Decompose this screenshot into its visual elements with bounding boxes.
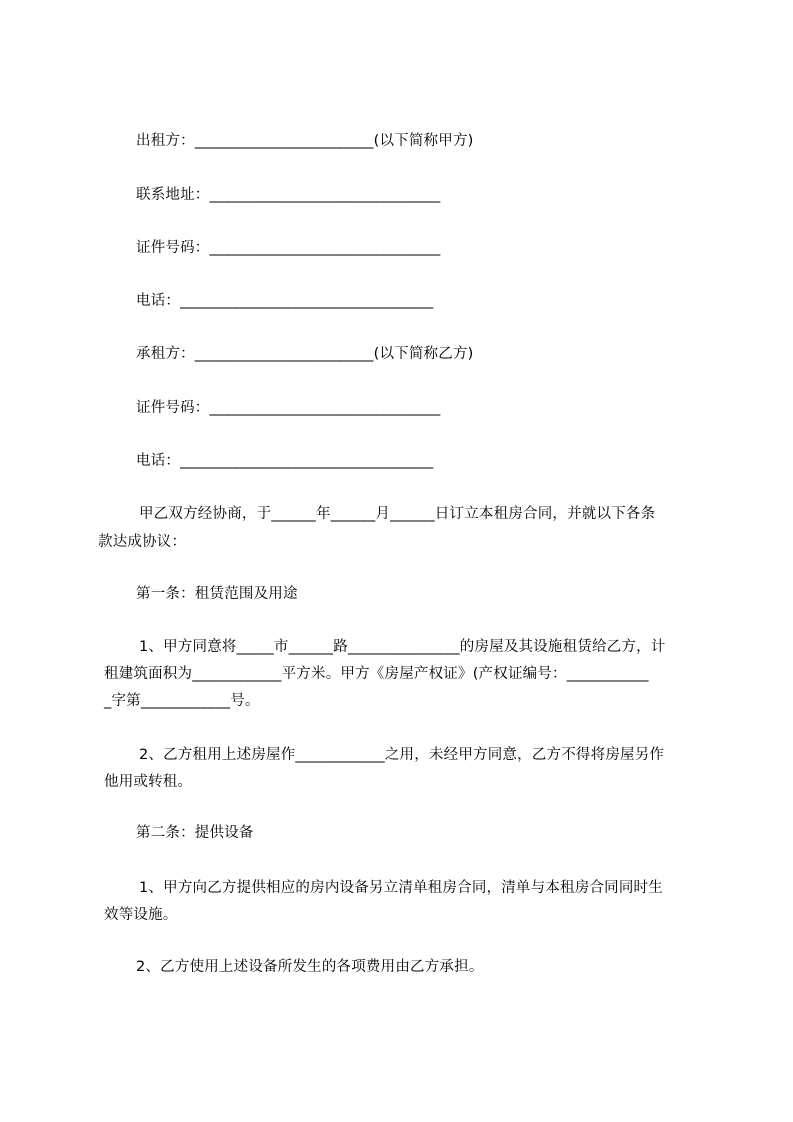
article-1-clause-1-line-3: _字第____________号。 — [104, 693, 260, 709]
lessee-phone-line: 电话：__________________________________ — [136, 453, 434, 469]
lessor-id-line: 证件号码：_______________________________ — [136, 240, 441, 256]
article-1-clause-1-line-1: 1、甲方同意将_____市______路_______________的房屋及其设施租赁给乙方，计 — [139, 639, 666, 655]
article-2-title: 第二条：提供设备 — [136, 825, 254, 841]
article-1-clause-2-line-1: 2、乙方租用上述房屋作____________之用，未经甲方同意，乙方不得将房屋另作 — [139, 747, 665, 763]
intro-line-1: 甲乙双方经协商，于______年______月______日订立本租房合同，并就以下各条 — [139, 506, 656, 522]
lessor-phone-line: 电话：__________________________________ — [136, 293, 434, 309]
article-1-title: 第一条：租赁范围及用途 — [136, 586, 298, 602]
article-2-clause-1-line-1: 1、甲方向乙方提供相应的房内设备另立清单租房合同，清单与本租房合同同时生 — [139, 880, 663, 896]
article-2-clause-1-line-2: 效等设施。 — [104, 907, 178, 923]
lessee-id-line: 证件号码：_______________________________ — [136, 400, 441, 416]
article-2-clause-2-line-1: 2、乙方使用上述设备所发生的各项费用由乙方承担。 — [136, 959, 484, 975]
article-1-clause-2-line-2: 他用或转租。 — [104, 774, 193, 790]
intro-line-2: 款达成协议： — [98, 534, 187, 550]
lessor-line: 出租方：________________________(以下简称甲方) — [136, 133, 474, 149]
article-1-clause-1-line-2: 租建筑面积为____________平方米。甲方《房屋产权证》(产权证编号：___________ — [104, 666, 649, 682]
lessee-line: 承租方：________________________(以下简称乙方) — [136, 346, 474, 362]
lessor-address-line: 联系地址：_______________________________ — [136, 187, 441, 203]
